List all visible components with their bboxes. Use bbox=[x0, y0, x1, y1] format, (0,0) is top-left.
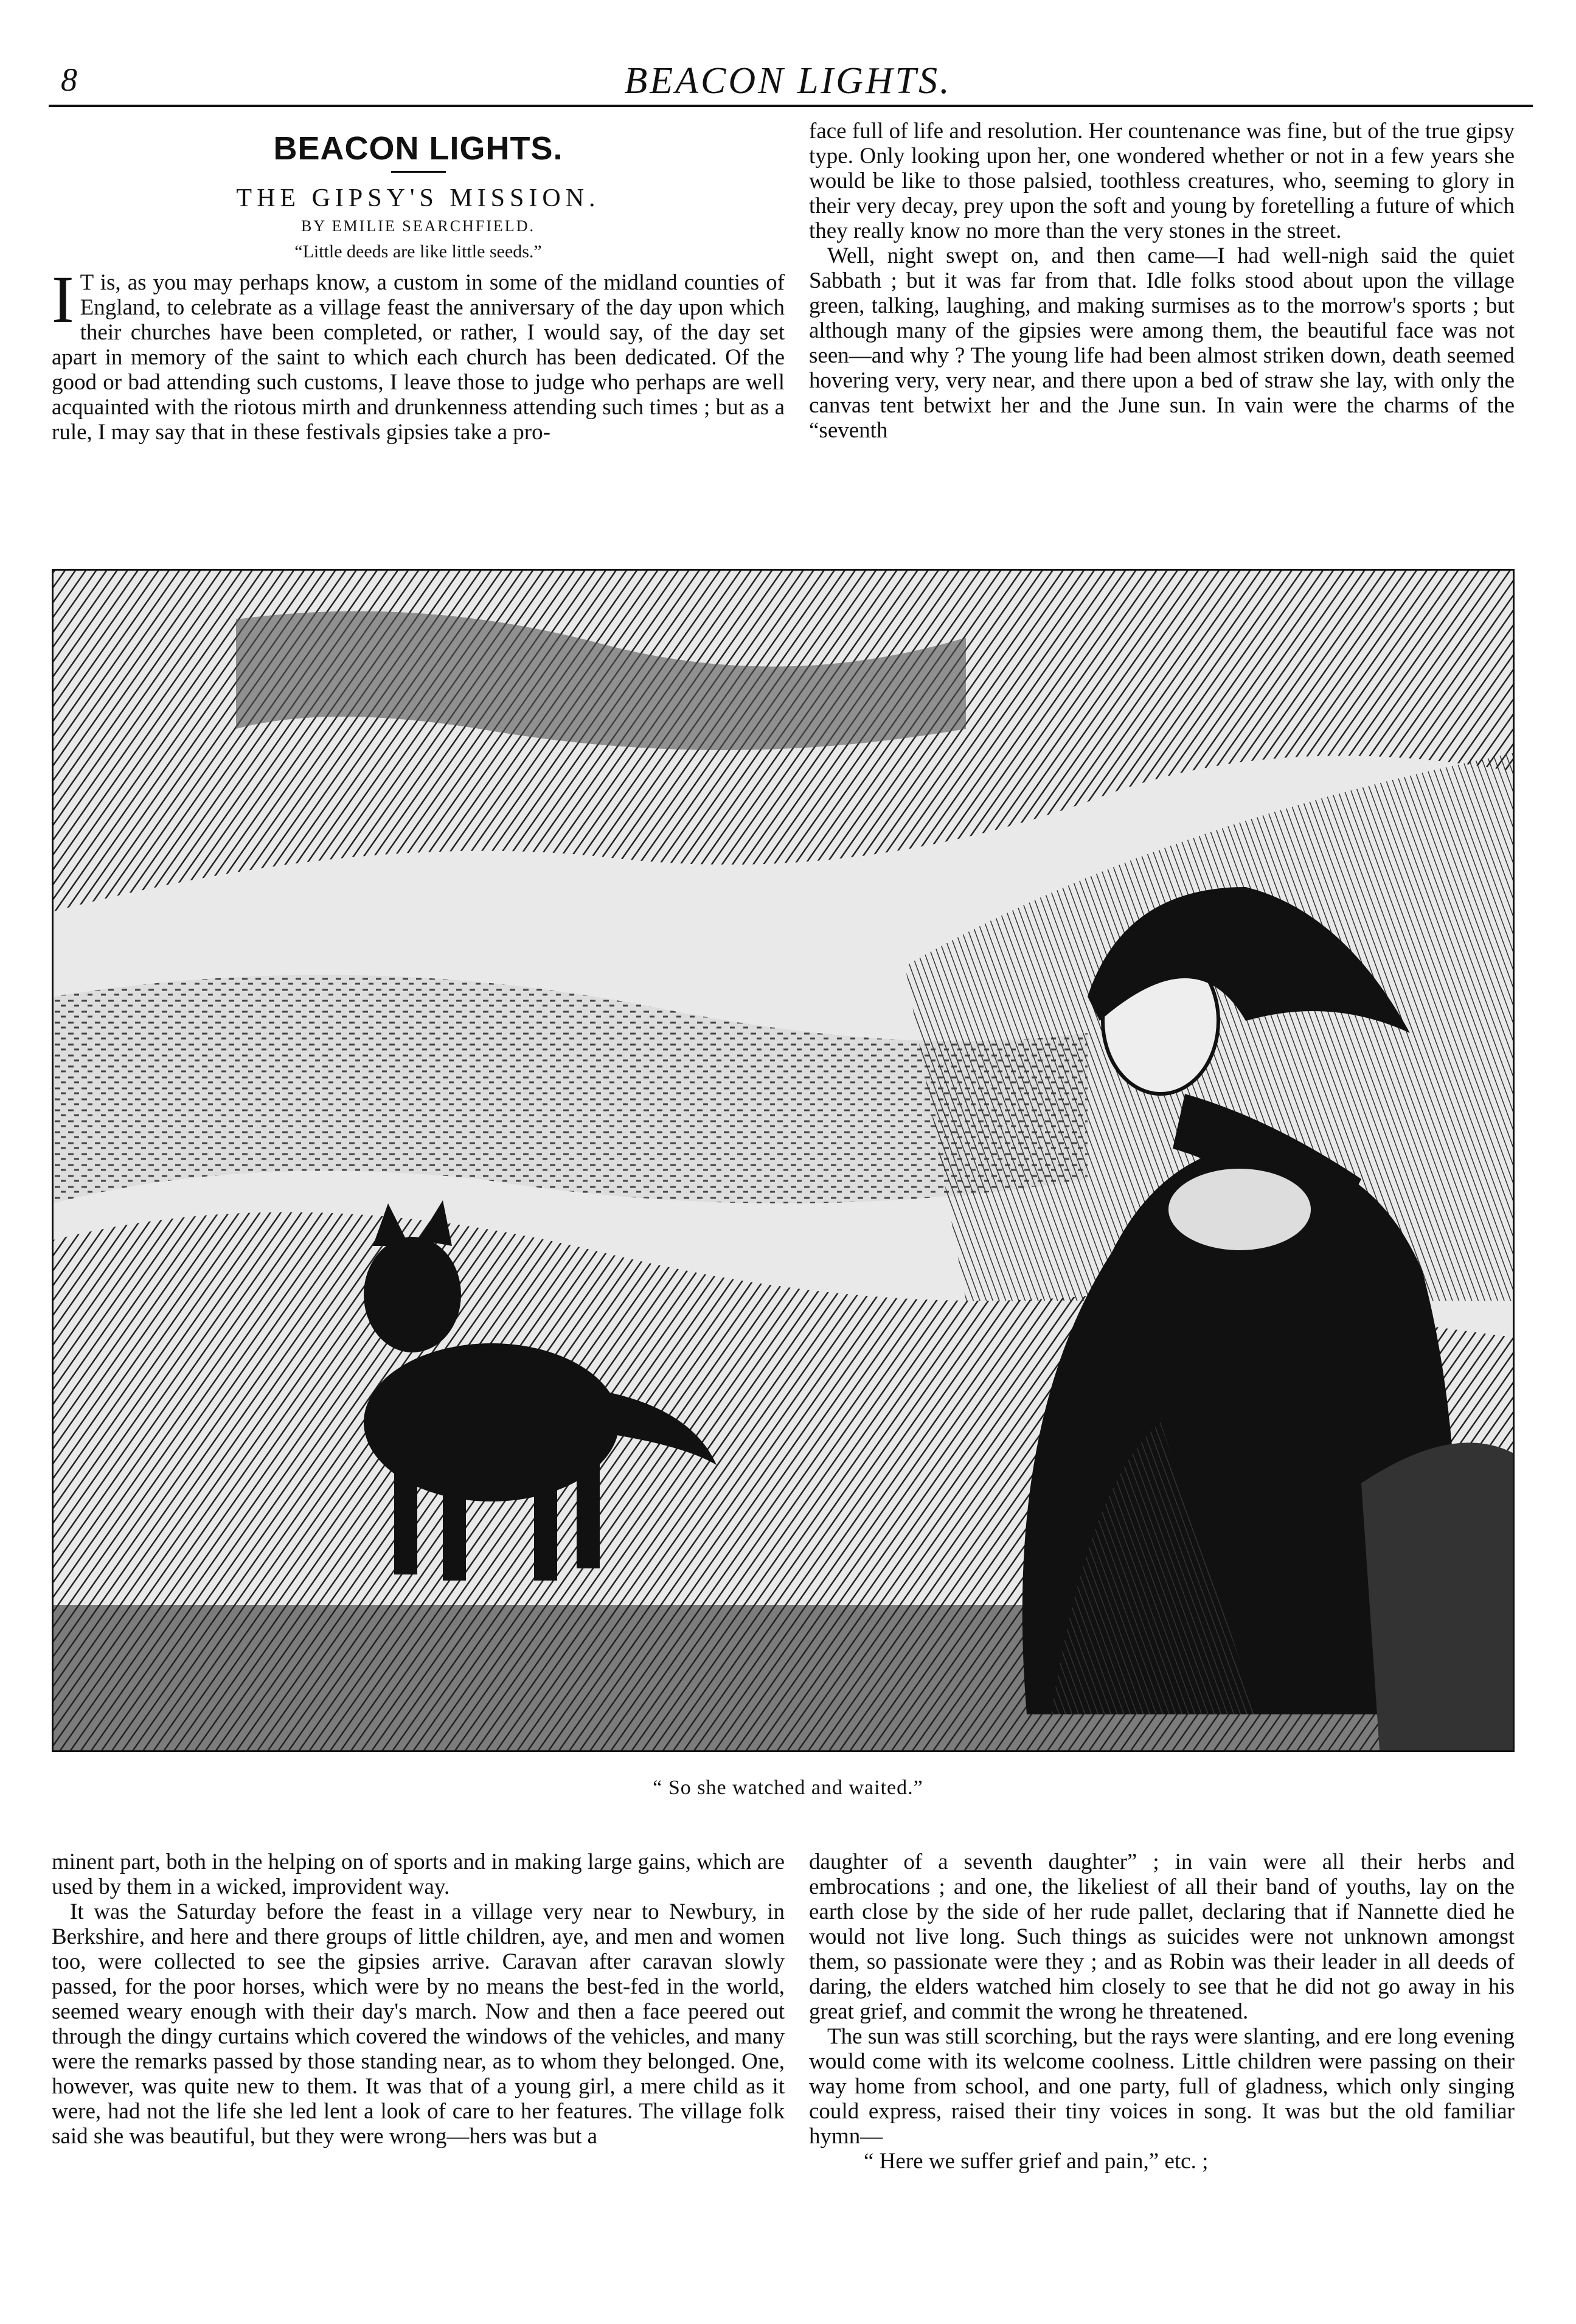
paragraph: minent part, both in the helping on of sports and in making large gains, which are used by them in a wicked, improvident way. bbox=[52, 1849, 785, 1899]
byline: BY EMILIE SEARCHFIELD. bbox=[301, 217, 535, 235]
epigraph: “Little deeds are like little seeds.” bbox=[294, 242, 542, 262]
column-top-left bbox=[52, 119, 785, 557]
title-dash bbox=[391, 171, 446, 173]
story-title: THE GIPSY'S MISSION. bbox=[236, 184, 600, 212]
column-top-right bbox=[809, 119, 1515, 560]
drop-cap: I bbox=[52, 262, 74, 336]
header-rule bbox=[49, 105, 1533, 107]
engraving-drawing bbox=[54, 571, 1513, 1750]
column-bottom-left bbox=[52, 1849, 785, 2269]
paragraph: daughter of a seventh daughter” ; in vain were all their herbs and embrocations ; and one, the likeliest of all their band of youths, lay on the earth close by the side of her rude pallet, declaring that if Nannette died he would not live long. Such things as suicides were not unknown amongst them, so passionate were they ; and as Robin was their leader in all deeds of daring, the elders watched him closely to see that he did not go away in his great grief, and commit the wrong he threatened. bbox=[809, 1849, 1515, 2024]
engraving-illustration bbox=[52, 569, 1515, 1752]
rock bbox=[1361, 1442, 1513, 1750]
paragraph: Well, night swept on, and then came—I had well-nigh said the quiet Sabbath ; but it was far from that. Idle folks stood about upon the village green, talking, laughing, and making surmises as to the morrow's sports ; but although many of the gipsies were among them, the beautiful face was not seen—and why ? The young life had been almost striken down, death seemed hovering very, very near, and there upon a bed of straw she lay, with only the canvas tent betwixt her and the June sun. In vain were the charms of the “seventh bbox=[809, 243, 1515, 443]
paragraph: face full of life and resolution. Her countenance was fine, but of the true gipsy type. Only looking upon her, one wondered whether or not in a few years she would be like to those palsied, toothless creatures, who, seeming to glory in their very decay, prey upon the soft and young by foretelling a future of which they really know no more than the very stones in the street. bbox=[809, 119, 1515, 243]
page-number: 8 bbox=[61, 61, 77, 98]
column-bottom-right bbox=[809, 1849, 1515, 2251]
illustration-caption: “ So she watched and waited.” bbox=[653, 1776, 923, 1799]
opening-paragraph bbox=[52, 262, 785, 445]
section-title: BEACON LIGHTS. bbox=[273, 130, 563, 167]
paragraph: It was the Saturday before the feast in a village very near to Newbury, in Berkshire, and here and there groups of little children, aye, and men and women too, were collected to see the gipsies arrive. Caravan after caravan slowly passed, for the poor horses, which were by no means the best-fed in the world, seemed weary enough with their day's march. Now and then a face peered out through the dingy curtains which covered the windows of the vehicles, and many were the remarks passed by those standing near, as to whom they belonged. One, however, was quite new to them. It was that of a young girl, a mere child as it were, had not the life she led lent a look of care to her features. The village folk said she was beautiful, but they were wrong—hers was but a bbox=[52, 1899, 785, 2149]
running-head: BEACON LIGHTS. bbox=[624, 60, 952, 102]
paragraph: The sun was still scorching, but the rays were slanting, and ere long evening would come with its welcome coolness. Little children were passing on their way home from school, and one party, full of gladness, which only singing could express, raised their tiny voices in song. It was but the old familiar hymn— bbox=[809, 2024, 1515, 2149]
opening-paragraph-text: T is, as you may perhaps know, a custom in some of the midland counties of England, to celebrate as a village feast the anniversary of the day upon which their churches have been completed, or rather, I would say, of the day set apart in memory of the saint to which each church has been dedicated. Of the good or bad attending such customs, I leave those to judge who perhaps are well acquainted with the riotous mirth and drunkenness attending such times ; but as a rule, I may say that in these festivals gipsies take a pro- bbox=[52, 270, 785, 445]
hymn-quote: “ Here we suffer grief and pain,” etc. ; bbox=[864, 2149, 1209, 2174]
